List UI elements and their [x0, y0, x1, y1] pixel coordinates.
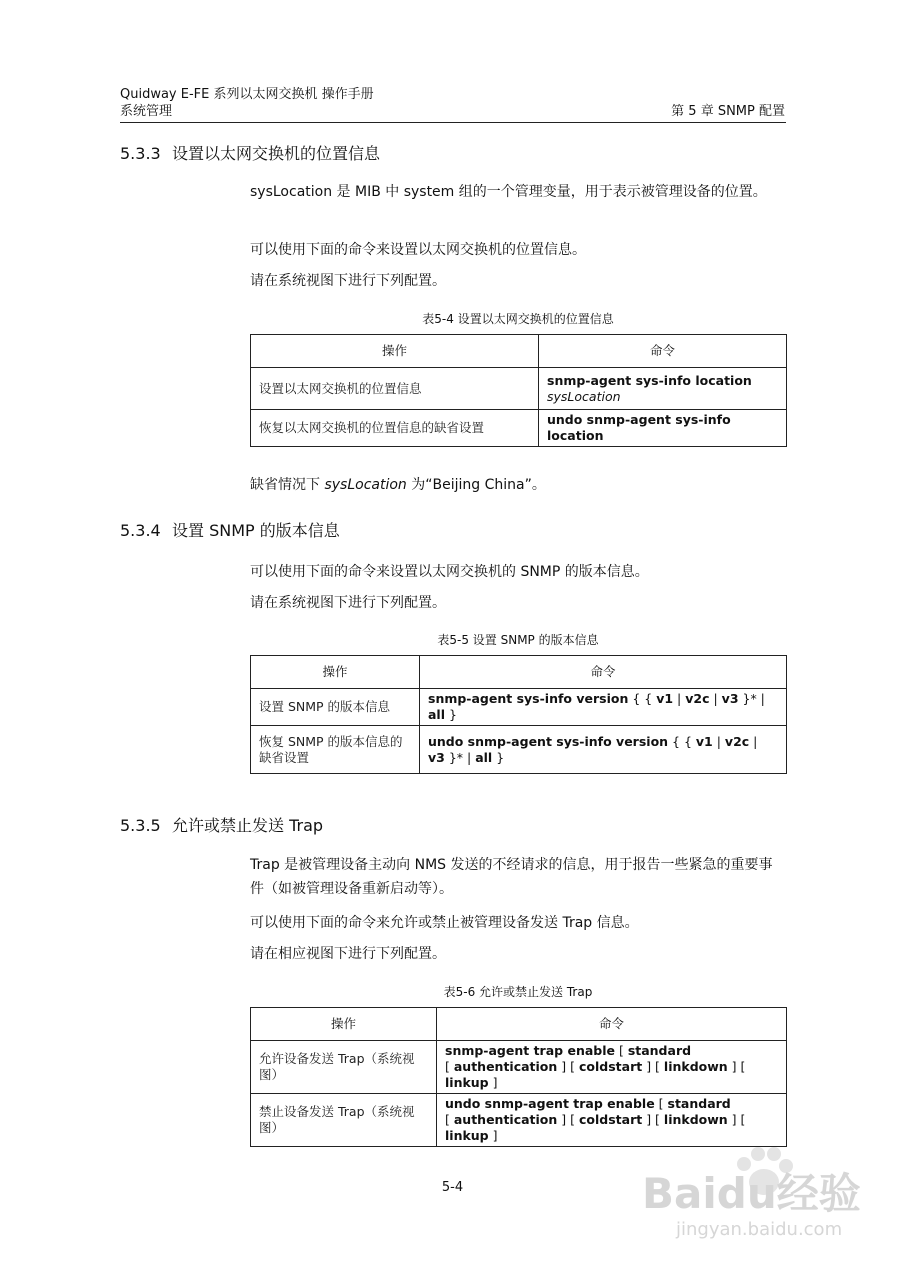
command-keyword: v3	[428, 749, 445, 765]
command-cell	[420, 726, 787, 774]
command-keyword: authentication	[453, 1112, 558, 1127]
column-header-command: 命令	[420, 656, 787, 689]
table-5-4	[250, 334, 787, 447]
section-5-3-5-heading	[120, 816, 323, 836]
command-keyword: standard	[627, 1043, 692, 1058]
command-syntax: }	[492, 749, 505, 765]
command-keyword: v1	[695, 733, 713, 749]
command-cell	[539, 368, 787, 410]
page-number: 5-4	[441, 1180, 464, 1195]
paragraph: Trap 是被管理设备主动向 NMS 发送的不经请求的信息，用于报告一些紧急的重要事件（如被管理设备重新启动等）。	[250, 857, 773, 897]
table-5-5-caption: 表5-5 设置 SNMP 的版本信息	[437, 633, 599, 647]
section-title: 设置以太网交换机的位置信息	[172, 144, 381, 163]
table-row	[251, 726, 787, 774]
command-syntax: }* |	[738, 691, 765, 706]
command-keyword: linkup	[445, 1075, 489, 1090]
command-syntax: { {	[668, 733, 696, 749]
command-syntax: |	[709, 691, 722, 706]
command-keyword: all	[475, 749, 493, 765]
command-keyword: undo snmp-agent sys-info version	[428, 733, 669, 749]
command-syntax: ] [	[557, 1112, 579, 1127]
column-header-operation: 操作	[251, 1008, 437, 1041]
section-title: 允许或禁止发送 Trap	[172, 816, 324, 835]
command-syntax: |	[712, 733, 725, 749]
table-5-5	[250, 655, 787, 774]
header-section-name: 系统管理	[120, 104, 173, 119]
paragraph: 请在相应视图下进行下列配置。	[250, 946, 446, 962]
header-chapter: 第 5 章 SNMP 配置	[671, 104, 785, 119]
header-rule	[120, 122, 786, 123]
command-keyword: snmp-agent trap enable	[445, 1043, 615, 1058]
section-5-3-4-heading	[120, 521, 340, 541]
command-syntax: ] [	[727, 1112, 746, 1127]
command-keyword: coldstart	[578, 1112, 643, 1127]
header-manual-title: Quidway E-FE 系列以太网交换机 操作手册	[120, 87, 374, 102]
command-cell	[420, 689, 787, 726]
command-keyword: linkdown	[663, 1112, 728, 1127]
section-number: 5.3.5	[120, 816, 161, 835]
command-syntax: [	[445, 1059, 454, 1074]
command-syntax: |	[673, 691, 686, 706]
command-syntax: ] [	[557, 1059, 579, 1074]
default-value-note	[250, 473, 786, 497]
section-5-3-3-heading	[120, 144, 380, 164]
baidu-watermark	[636, 1142, 896, 1242]
command-syntax: [	[654, 1096, 668, 1111]
section-title: 设置 SNMP 的版本信息	[172, 521, 340, 540]
command-keyword: v2c	[724, 733, 750, 749]
paragraph: 请在系统视图下进行下列配置。	[250, 595, 446, 611]
watermark-brand: Baidu经验	[642, 1169, 861, 1218]
command-syntax: }* |	[444, 749, 476, 765]
paragraph: 请在系统视图下进行下列配置。	[250, 273, 446, 289]
table-row	[251, 1041, 787, 1094]
command-keyword: linkup	[445, 1128, 489, 1143]
note-text: 为“Beijing China”。	[406, 477, 546, 493]
command-cell	[437, 1041, 787, 1094]
note-text: 缺省情况下	[250, 477, 325, 493]
command-keyword: undo snmp-agent trap enable	[445, 1096, 655, 1111]
command-syntax: ] [	[642, 1059, 664, 1074]
command-keyword: undo snmp-agent sys-info location	[547, 412, 731, 443]
watermark-url: jingyan.baidu.com	[676, 1219, 843, 1240]
command-keyword: v1	[656, 691, 674, 706]
command-syntax: [	[614, 1043, 628, 1058]
operation-cell: 禁止设备发送 Trap（系统视图）	[251, 1094, 437, 1147]
command-keyword: coldstart	[578, 1059, 643, 1074]
command-syntax: ]	[488, 1075, 498, 1090]
table-5-4-caption: 表5-4 设置以太网交换机的位置信息	[422, 312, 614, 326]
column-header-command: 命令	[437, 1008, 787, 1041]
command-syntax: |	[749, 733, 758, 749]
command-syntax: ] [	[642, 1112, 664, 1127]
column-header-command: 命令	[539, 335, 787, 368]
operation-cell: 设置以太网交换机的位置信息	[251, 368, 539, 410]
table-5-6	[250, 1007, 787, 1147]
command-keyword: v2c	[685, 691, 710, 706]
command-keyword: snmp-agent sys-info location	[547, 372, 752, 388]
command-syntax: ] [	[727, 1059, 746, 1074]
paragraph: 可以使用下面的命令来设置以太网交换机的位置信息。	[250, 242, 586, 258]
operation-cell: 允许设备发送 Trap（系统视图）	[251, 1041, 437, 1094]
command-keyword: snmp-agent sys-info version	[428, 691, 629, 706]
command-cell	[437, 1094, 787, 1147]
command-keyword: standard	[667, 1096, 731, 1111]
table-row	[251, 1094, 787, 1147]
command-argument: sysLocation	[547, 388, 621, 404]
section-number: 5.3.4	[120, 521, 161, 540]
command-keyword: all	[428, 707, 446, 722]
table-row	[251, 410, 787, 447]
command-keyword: linkdown	[663, 1059, 728, 1074]
note-variable: sysLocation	[324, 477, 407, 493]
section-number: 5.3.3	[120, 144, 161, 163]
command-keyword: v3	[721, 691, 739, 706]
operation-cell: 恢复 SNMP 的版本信息的缺省设置	[251, 726, 420, 774]
paragraph: sysLocation 是 MIB 中 system 组的一个管理变量，用于表示被管理设备的位置。	[250, 184, 767, 200]
command-syntax: { {	[628, 691, 657, 706]
table-5-6-caption: 表5-6 允许或禁止发送 Trap	[443, 985, 593, 999]
paragraph: 可以使用下面的命令来设置以太网交换机的 SNMP 的版本信息。	[250, 564, 649, 580]
command-keyword: authentication	[453, 1059, 558, 1074]
command-syntax: }	[445, 707, 457, 722]
table-row	[251, 689, 787, 726]
table-row	[251, 368, 787, 410]
column-header-operation: 操作	[251, 656, 420, 689]
operation-cell: 恢复以太网交换机的位置信息的缺省设置	[251, 410, 539, 447]
command-syntax: [	[445, 1112, 454, 1127]
paragraph: 可以使用下面的命令来允许或禁止被管理设备发送 Trap 信息。	[250, 915, 639, 931]
command-syntax: ]	[488, 1128, 498, 1143]
operation-cell: 设置 SNMP 的版本信息	[251, 689, 420, 726]
command-cell	[539, 410, 787, 447]
column-header-operation: 操作	[251, 335, 539, 368]
